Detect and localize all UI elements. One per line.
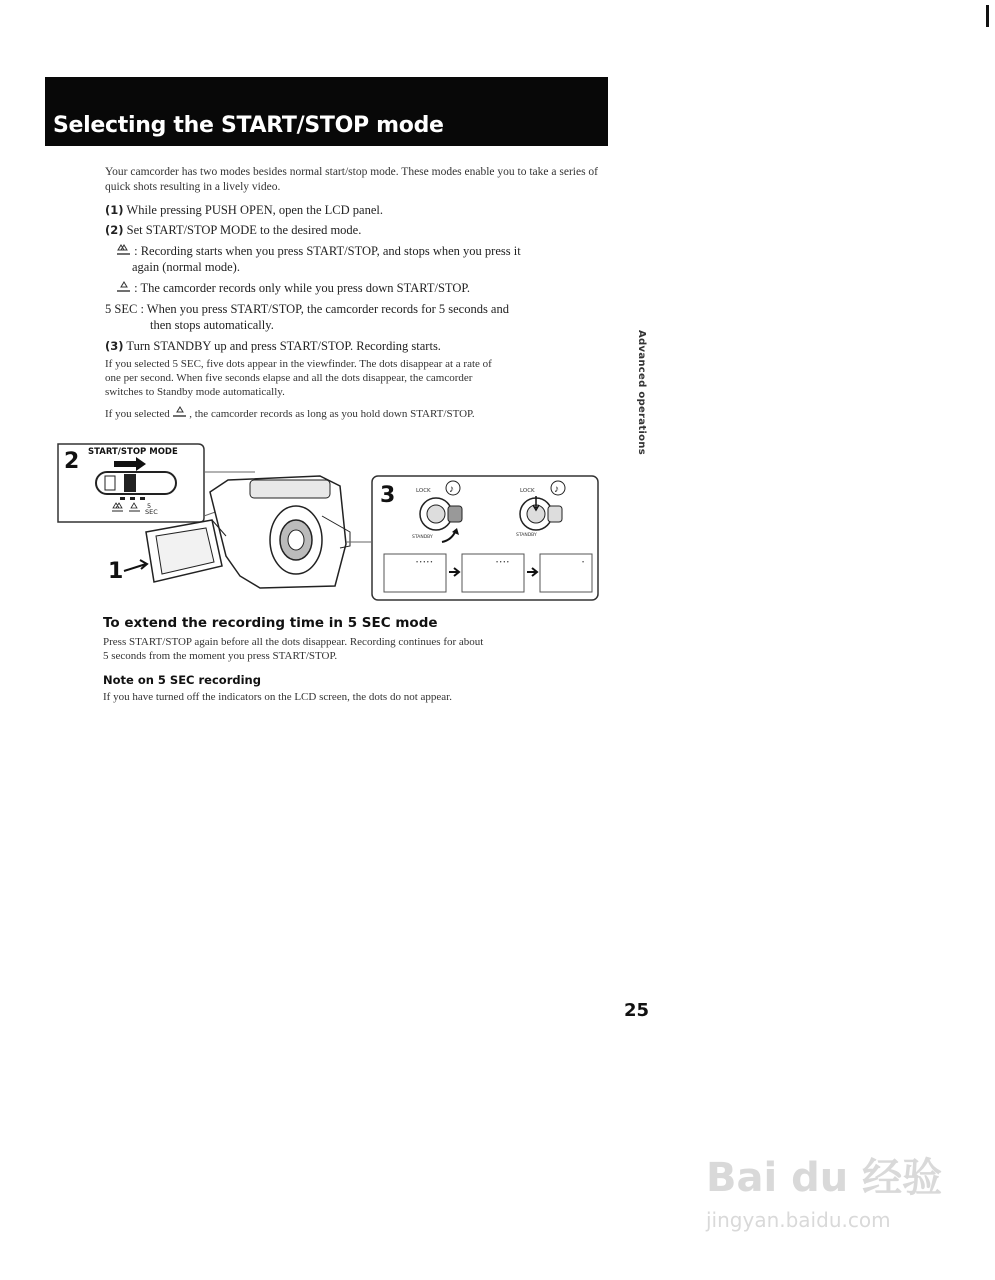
note-hold xyxy=(105,406,475,421)
step-3-figure-number: 3 xyxy=(380,483,396,508)
page-title: Selecting the START/STOP mode xyxy=(53,113,444,138)
mode-5sec xyxy=(105,301,509,317)
extend-line-2: 5 seconds from the moment you press START/STOP. xyxy=(103,650,338,662)
baidu-watermark-logo: Bai du 经验 xyxy=(706,1155,943,1201)
note-5sec-line-1: If you selected 5 SEC, five dots appear in the viewfinder. The dots disappear at a rate of xyxy=(105,358,492,370)
mode-5sec-label: 5 SEC xyxy=(105,302,138,316)
note-hold-post: , the camcorder records as long as you hold down START/STOP. xyxy=(189,408,475,420)
note-5sec-line-2: one per second. When five seconds elapse and all the dots disappear, the camcorder xyxy=(105,372,473,384)
standby-label-1: STANDBY xyxy=(412,535,433,540)
mode-normal xyxy=(117,243,521,259)
baidu-watermark-url: jingyan.baidu.com xyxy=(706,1208,891,1232)
mode-hold-text: : The camcorder records only while you press down START/STOP. xyxy=(134,281,471,295)
step-2 xyxy=(105,222,361,238)
step-3-text: Turn STANDBY up and press START/STOP. Recording starts. xyxy=(126,339,441,353)
svg-text:♪: ♪ xyxy=(449,484,454,495)
mode-5sec-text-2: then stops automatically. xyxy=(150,318,274,332)
step-2-number: (2) xyxy=(105,223,124,237)
step-1-text: While pressing PUSH OPEN, open the LCD panel. xyxy=(126,203,383,217)
lock-label-1: LOCK xyxy=(416,488,431,494)
mode-hold xyxy=(117,280,470,296)
mode-normal-text: : Recording starts when you press START/STOP, and stops when you press it xyxy=(134,244,521,258)
side-tab xyxy=(633,330,647,455)
extend-line-1: Press START/STOP again before all the dots disappear. Recording continues for about xyxy=(103,636,484,648)
mode-5sec-text: : When you press START/STOP, the camcorder records for 5 seconds and xyxy=(140,302,509,316)
mode-normal-text-2: again (normal mode). xyxy=(132,260,240,274)
extend-heading: To extend the recording time in 5 SEC mode xyxy=(103,615,438,631)
lock-label-2: LOCK xyxy=(520,488,535,494)
double-triangle-icon xyxy=(117,244,131,257)
svg-text:•: • xyxy=(582,560,585,566)
step-3-number: (3) xyxy=(105,339,124,353)
step-1-figure-number: 1 xyxy=(108,559,124,584)
svg-text:♪: ♪ xyxy=(554,484,559,495)
five-label: 5 xyxy=(147,502,152,510)
svg-text:• • • • •: • • • • • xyxy=(416,560,433,566)
single-triangle-icon xyxy=(173,406,187,419)
intro-paragraph: Your camcorder has two modes besides normal start/stop mode. These modes enable you to take a series of quick shots resulting in a lively video. xyxy=(105,166,599,193)
start-stop-mode-label: START/STOP MODE xyxy=(88,447,178,457)
note-hold-pre: If you selected xyxy=(105,408,170,420)
step-1-number: (1) xyxy=(105,203,124,217)
single-triangle-icon xyxy=(117,281,131,294)
crop-mark xyxy=(986,5,989,27)
note-heading: Note on 5 SEC recording xyxy=(103,673,261,687)
page-number: 25 xyxy=(624,1000,650,1021)
camcorder-illustration xyxy=(50,436,605,606)
sec-label: SEC xyxy=(145,508,158,516)
step-1 xyxy=(105,202,383,218)
viewfinder-sequence xyxy=(384,554,592,592)
illustration-drawing xyxy=(50,436,605,606)
note-text: If you have turned off the indicators on the LCD screen, the dots do not appear. xyxy=(103,691,452,703)
svg-text:• • • •: • • • • xyxy=(496,560,509,566)
side-tab-label: Advanced operations xyxy=(636,330,647,455)
note-5sec-line-3: switches to Standby mode automatically. xyxy=(105,386,285,398)
standby-label-2: STANDBY xyxy=(516,533,537,538)
step-3 xyxy=(105,338,441,354)
step-2-text: Set START/STOP MODE to the desired mode. xyxy=(126,223,362,237)
step-2-figure-number: 2 xyxy=(64,449,80,474)
